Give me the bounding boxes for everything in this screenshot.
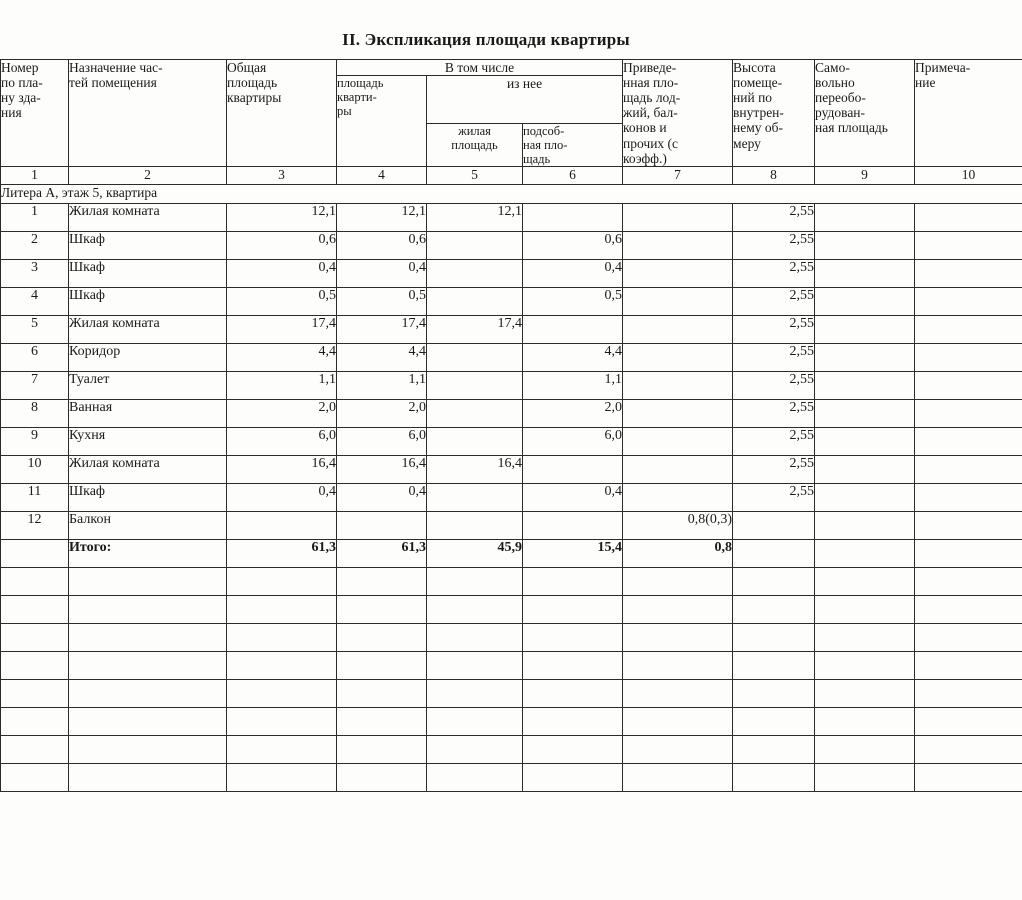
cell-empty (427, 651, 523, 679)
cell-unauthorized-area (815, 315, 915, 343)
column-number: 1 (1, 166, 69, 184)
cell-empty (337, 763, 427, 791)
cell-empty (623, 623, 733, 651)
cell-auxiliary-area (523, 511, 623, 539)
cell-unauthorized-area (815, 455, 915, 483)
cell-note (915, 315, 1022, 343)
cell-empty (227, 623, 337, 651)
cell-room-height: 2,55 (733, 203, 815, 231)
cell-plan-number: 9 (1, 427, 69, 455)
cell-balcony-area (623, 427, 733, 455)
cell-note (915, 259, 1022, 287)
header-group-of-which: из нее (427, 76, 623, 124)
cell-balcony-area (623, 399, 733, 427)
cell-note (915, 343, 1022, 371)
cell-empty (337, 623, 427, 651)
cell-auxiliary-area: 0,4 (523, 483, 623, 511)
cell-plan-number: 1 (1, 203, 69, 231)
cell-flat-area (337, 511, 427, 539)
cell-living-area (427, 511, 523, 539)
cell-room-height: 2,55 (733, 399, 815, 427)
cell-empty (1, 707, 69, 735)
cell-empty (1, 679, 69, 707)
table-row (1, 399, 1022, 427)
cell-total-area: 12,1 (227, 203, 337, 231)
column-number: 7 (623, 166, 733, 184)
cell-flat-area: 0,4 (337, 259, 427, 287)
cell-empty (815, 567, 915, 595)
header-cell-purpose: Назначение час- тей помещения (69, 60, 227, 167)
cell-note (915, 203, 1022, 231)
cell-room-purpose: Туалет (69, 371, 227, 399)
cell-flat-area: 0,5 (337, 287, 427, 315)
cell-balcony-area (623, 231, 733, 259)
table-row (1, 287, 1022, 315)
cell-empty (733, 623, 815, 651)
cell-flat-area: 12,1 (337, 203, 427, 231)
cell-room-purpose: Шкаф (69, 287, 227, 315)
cell-note (915, 231, 1022, 259)
cell-empty (227, 595, 337, 623)
cell-note (915, 511, 1022, 539)
cell-empty (733, 707, 815, 735)
cell-empty (523, 735, 623, 763)
header-cell-room-height: Высота помеще- ний по внутрен- нему об- меру (733, 60, 815, 167)
cell-unauthorized-area (815, 427, 915, 455)
cell-total-area: 17,4 (227, 315, 337, 343)
cell-empty (623, 707, 733, 735)
table-row (1, 427, 1022, 455)
cell-empty (69, 763, 227, 791)
cell-auxiliary-area (523, 203, 623, 231)
cell-room-purpose: Шкаф (69, 259, 227, 287)
cell-empty (915, 735, 1022, 763)
cell-empty (69, 623, 227, 651)
cell-unauthorized-area (815, 511, 915, 539)
cell-empty (523, 567, 623, 595)
cell-total-area: 0,6 (227, 231, 337, 259)
cell-room-purpose: Итого: (69, 539, 227, 567)
cell-note (915, 455, 1022, 483)
cell-plan-number: 5 (1, 315, 69, 343)
cell-auxiliary-area (523, 455, 623, 483)
cell-room-purpose: Жилая комната (69, 315, 227, 343)
cell-total-area: 4,4 (227, 343, 337, 371)
table-header (1, 60, 1022, 185)
cell-empty (337, 567, 427, 595)
cell-balcony-area (623, 483, 733, 511)
cell-empty (733, 595, 815, 623)
cell-empty (523, 595, 623, 623)
header-row-1 (1, 60, 1022, 76)
cell-flat-area: 16,4 (337, 455, 427, 483)
cell-living-area: 45,9 (427, 539, 523, 567)
header-column-numbers-row (1, 166, 1022, 184)
cell-empty (733, 567, 815, 595)
table-row (1, 511, 1022, 539)
cell-room-height (733, 511, 815, 539)
table-row (1, 483, 1022, 511)
cell-auxiliary-area: 0,5 (523, 287, 623, 315)
cell-empty (337, 735, 427, 763)
cell-balcony-area: 0,8 (623, 539, 733, 567)
cell-empty (623, 595, 733, 623)
cell-total-area: 16,4 (227, 455, 337, 483)
cell-note (915, 539, 1022, 567)
cell-flat-area: 17,4 (337, 315, 427, 343)
table-empty-row (1, 763, 1022, 791)
cell-empty (815, 623, 915, 651)
cell-empty (623, 735, 733, 763)
cell-unauthorized-area (815, 483, 915, 511)
cell-empty (523, 763, 623, 791)
cell-living-area: 17,4 (427, 315, 523, 343)
apartment-area-explication-table (0, 59, 1022, 792)
cell-room-height: 2,55 (733, 315, 815, 343)
cell-room-purpose: Шкаф (69, 483, 227, 511)
cell-empty (815, 735, 915, 763)
cell-total-area: 1,1 (227, 371, 337, 399)
cell-empty (227, 735, 337, 763)
cell-empty (1, 763, 69, 791)
cell-living-area (427, 371, 523, 399)
cell-empty (69, 735, 227, 763)
cell-living-area: 12,1 (427, 203, 523, 231)
cell-empty (915, 623, 1022, 651)
cell-room-purpose: Жилая комната (69, 455, 227, 483)
cell-empty (733, 679, 815, 707)
cell-note (915, 371, 1022, 399)
cell-empty (915, 763, 1022, 791)
cell-auxiliary-area: 6,0 (523, 427, 623, 455)
table-row (1, 343, 1022, 371)
cell-empty (733, 763, 815, 791)
column-number: 2 (69, 166, 227, 184)
cell-empty (1, 651, 69, 679)
cell-plan-number (1, 539, 69, 567)
cell-empty (523, 623, 623, 651)
cell-empty (227, 679, 337, 707)
cell-room-height: 2,55 (733, 427, 815, 455)
cell-total-area: 2,0 (227, 399, 337, 427)
header-cell-total-area: Общая площадь квартиры (227, 60, 337, 167)
cell-empty (915, 707, 1022, 735)
cell-auxiliary-area (523, 315, 623, 343)
table-row (1, 231, 1022, 259)
column-number: 5 (427, 166, 523, 184)
cell-room-purpose: Шкаф (69, 231, 227, 259)
cell-empty (227, 567, 337, 595)
cell-living-area (427, 399, 523, 427)
cell-flat-area: 1,1 (337, 371, 427, 399)
header-group-including: В том числе (337, 60, 623, 76)
cell-room-height (733, 539, 815, 567)
table-row (1, 455, 1022, 483)
table-empty-row (1, 679, 1022, 707)
table-empty-row (1, 567, 1022, 595)
cell-empty (337, 679, 427, 707)
cell-empty (1, 735, 69, 763)
cell-living-area (427, 343, 523, 371)
cell-plan-number: 6 (1, 343, 69, 371)
header-cell-balcony-area: Приведе- нная пло- щадь лод- жий, бал- конов и прочих (с коэфф.) (623, 60, 733, 167)
table-empty-row (1, 707, 1022, 735)
cell-flat-area: 6,0 (337, 427, 427, 455)
header-cell-unauthorized-area: Само- вольно переобо- рудован- ная площадь (815, 60, 915, 167)
cell-unauthorized-area (815, 287, 915, 315)
cell-empty (815, 763, 915, 791)
table-row (1, 203, 1022, 231)
cell-total-area: 0,5 (227, 287, 337, 315)
table-row (1, 259, 1022, 287)
cell-plan-number: 4 (1, 287, 69, 315)
column-number: 6 (523, 166, 623, 184)
cell-balcony-area (623, 259, 733, 287)
cell-balcony-area (623, 343, 733, 371)
cell-auxiliary-area: 0,4 (523, 259, 623, 287)
cell-empty (427, 595, 523, 623)
table-row (1, 315, 1022, 343)
cell-unauthorized-area (815, 203, 915, 231)
cell-empty (427, 679, 523, 707)
cell-auxiliary-area: 15,4 (523, 539, 623, 567)
header-cell-plan-number: Номер по пла- ну зда- ния (1, 60, 69, 167)
cell-room-purpose: Кухня (69, 427, 227, 455)
cell-living-area (427, 483, 523, 511)
column-number: 8 (733, 166, 815, 184)
cell-empty (69, 595, 227, 623)
cell-empty (427, 567, 523, 595)
cell-empty (69, 567, 227, 595)
cell-unauthorized-area (815, 259, 915, 287)
table-total-row (1, 539, 1022, 567)
cell-room-height: 2,55 (733, 371, 815, 399)
cell-empty (337, 651, 427, 679)
cell-total-area: 61,3 (227, 539, 337, 567)
header-cell-auxiliary-area: подсоб- ная пло- щадь (523, 123, 623, 166)
cell-plan-number: 12 (1, 511, 69, 539)
cell-empty (523, 679, 623, 707)
cell-plan-number: 10 (1, 455, 69, 483)
cell-empty (623, 651, 733, 679)
column-number: 4 (337, 166, 427, 184)
cell-flat-area: 2,0 (337, 399, 427, 427)
cell-note (915, 287, 1022, 315)
table-empty-row (1, 735, 1022, 763)
cell-living-area (427, 259, 523, 287)
cell-balcony-area (623, 371, 733, 399)
column-number: 9 (815, 166, 915, 184)
cell-empty (69, 651, 227, 679)
cell-empty (915, 567, 1022, 595)
cell-empty (427, 735, 523, 763)
cell-balcony-area (623, 203, 733, 231)
column-number: 10 (915, 166, 1022, 184)
cell-flat-area: 61,3 (337, 539, 427, 567)
cell-living-area (427, 287, 523, 315)
header-cell-flat-area: площадь кварти- ры (337, 76, 427, 167)
cell-empty (733, 735, 815, 763)
cell-room-purpose: Балкон (69, 511, 227, 539)
cell-auxiliary-area: 2,0 (523, 399, 623, 427)
cell-plan-number: 7 (1, 371, 69, 399)
cell-empty (427, 707, 523, 735)
cell-empty (427, 763, 523, 791)
cell-room-height: 2,55 (733, 455, 815, 483)
cell-empty (815, 679, 915, 707)
cell-unauthorized-area (815, 399, 915, 427)
cell-room-height: 2,55 (733, 483, 815, 511)
cell-empty (815, 595, 915, 623)
header-cell-note: Примеча- ние (915, 60, 1022, 167)
page-title: II. Экспликация площади квартиры (342, 30, 630, 49)
cell-balcony-area (623, 315, 733, 343)
cell-flat-area: 0,4 (337, 483, 427, 511)
cell-room-height: 2,55 (733, 259, 815, 287)
cell-balcony-area (623, 455, 733, 483)
table-section-row (1, 184, 1022, 203)
cell-empty (337, 595, 427, 623)
cell-plan-number: 11 (1, 483, 69, 511)
cell-empty (815, 707, 915, 735)
cell-room-height: 2,55 (733, 231, 815, 259)
cell-room-purpose: Коридор (69, 343, 227, 371)
cell-note (915, 427, 1022, 455)
section-label: Литера А, этаж 5, квартира (1, 184, 1022, 203)
cell-empty (227, 651, 337, 679)
column-number: 3 (227, 166, 337, 184)
table-empty-row (1, 623, 1022, 651)
cell-auxiliary-area: 0,6 (523, 231, 623, 259)
cell-empty (623, 679, 733, 707)
cell-flat-area: 0,6 (337, 231, 427, 259)
cell-empty (1, 567, 69, 595)
cell-empty (733, 651, 815, 679)
cell-empty (915, 679, 1022, 707)
cell-empty (915, 595, 1022, 623)
cell-empty (69, 707, 227, 735)
cell-room-height: 2,55 (733, 343, 815, 371)
table-body (1, 184, 1022, 791)
cell-empty (1, 595, 69, 623)
cell-living-area: 16,4 (427, 455, 523, 483)
cell-room-purpose: Ванная (69, 399, 227, 427)
cell-living-area (427, 427, 523, 455)
table-row (1, 371, 1022, 399)
cell-plan-number: 2 (1, 231, 69, 259)
cell-note (915, 399, 1022, 427)
cell-plan-number: 3 (1, 259, 69, 287)
cell-unauthorized-area (815, 371, 915, 399)
cell-total-area: 0,4 (227, 483, 337, 511)
cell-empty (227, 763, 337, 791)
cell-empty (815, 651, 915, 679)
cell-empty (623, 763, 733, 791)
cell-balcony-area (623, 287, 733, 315)
cell-empty (1, 623, 69, 651)
cell-plan-number: 8 (1, 399, 69, 427)
cell-empty (69, 679, 227, 707)
cell-empty (337, 707, 427, 735)
cell-empty (227, 707, 337, 735)
table-empty-row (1, 651, 1022, 679)
table-empty-row (1, 595, 1022, 623)
cell-empty (623, 567, 733, 595)
cell-unauthorized-area (815, 539, 915, 567)
cell-total-area: 6,0 (227, 427, 337, 455)
cell-empty (427, 623, 523, 651)
cell-empty (915, 651, 1022, 679)
cell-empty (523, 651, 623, 679)
cell-balcony-area: 0,8(0,3) (623, 511, 733, 539)
cell-note (915, 483, 1022, 511)
cell-room-height: 2,55 (733, 287, 815, 315)
header-cell-living-area: жилая площадь (427, 123, 523, 166)
cell-room-purpose: Жилая комната (69, 203, 227, 231)
cell-living-area (427, 231, 523, 259)
cell-total-area: 0,4 (227, 259, 337, 287)
cell-unauthorized-area (815, 343, 915, 371)
cell-auxiliary-area: 4,4 (523, 343, 623, 371)
cell-unauthorized-area (815, 231, 915, 259)
cell-total-area (227, 511, 337, 539)
cell-flat-area: 4,4 (337, 343, 427, 371)
cell-auxiliary-area: 1,1 (523, 371, 623, 399)
cell-empty (523, 707, 623, 735)
